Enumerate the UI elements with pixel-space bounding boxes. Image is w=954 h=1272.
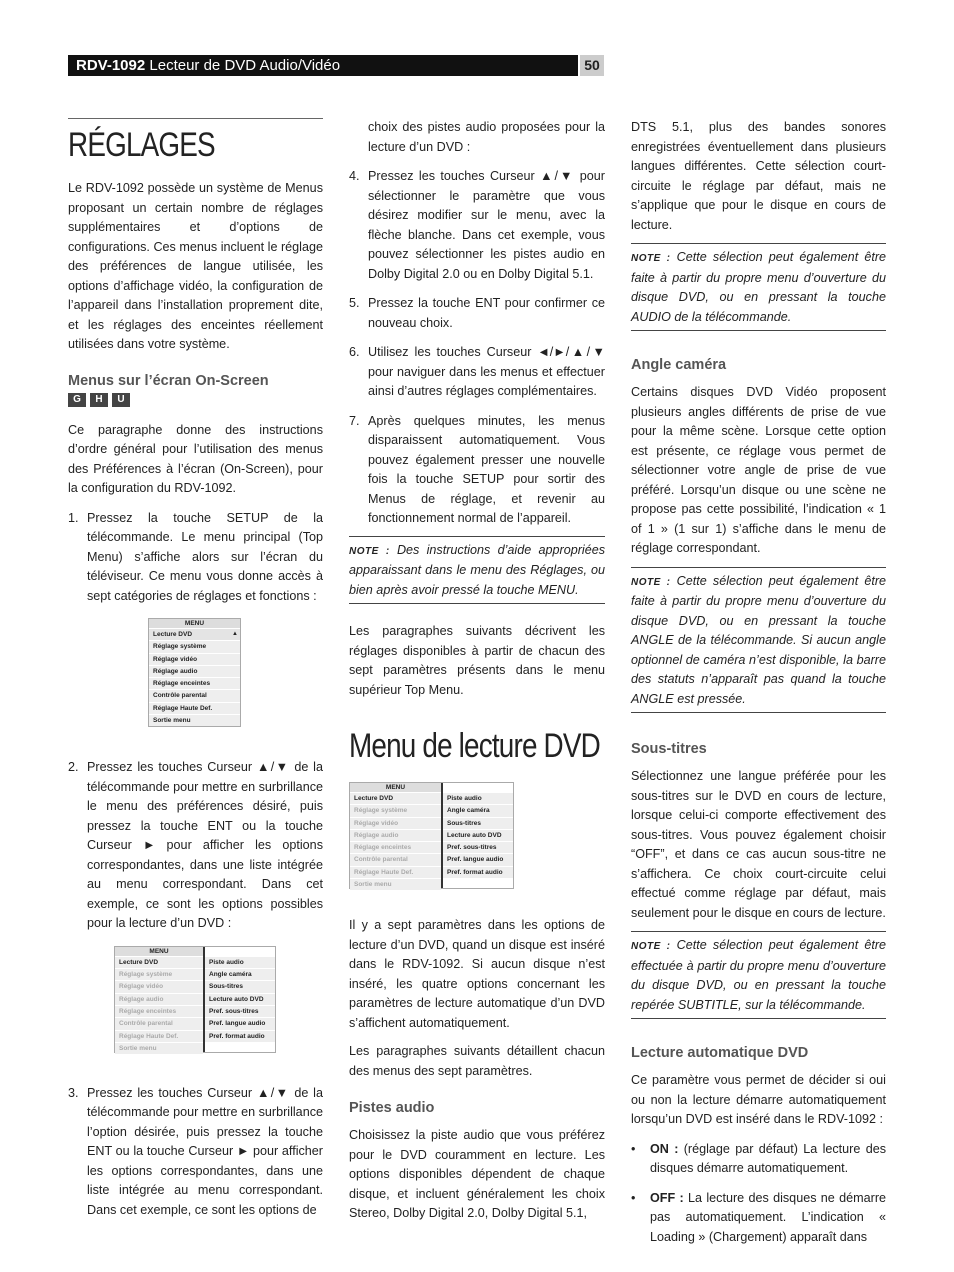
step-6: 6. Utilisez les touches Curseur ◄/►/▲/▼ pour naviguer dans les menus et effectuer ainsi d’autres réglages complémentaires.: [349, 345, 605, 398]
menu-screenshot-main: MENU Lecture DVD Réglage système Réglage vidéo Réglage audio Réglage enceintes Contrôle parental Réglage Haute Def. Sortie menu ▲: [148, 618, 241, 727]
para-top-menu: Les paragraphes suivants décrivent les réglages disponibles à partir de chacun des sept paramètres présents dans le menu supérieur Top Menu.: [349, 624, 605, 697]
column-2: [349, 118, 605, 1224]
step-7: 7. Après quelques minutes, les menus disparaissent automatiquement. Vous pouvez également presser une nouvelle fois la touche SETUP pour sortir des Menus de réglage, et revenir au fonctionnement normal de l’appareil.: [349, 413, 605, 525]
column-3: [631, 118, 886, 1247]
para-audio: Choisissez la piste audio que vous préférez pour le DVD couramment en lecture. Les options disponibles dépendent de chaque disque, et incluent généralement les choix Stereo, Dolby Digital 2.0, Dolby Digital 5.1,: [349, 1128, 605, 1220]
steps-list-2: [68, 758, 323, 934]
para-dts: DTS 5.1, plus des bandes sonores enregistrées éventuellement dans plusieurs langues différentes. Cette sélection court-circuite le réglage par défaut, mais ne s’applique que pour le disque en cours de lecture.: [631, 120, 886, 232]
note-audio: NOTE : Cette sélection peut également être faite à partir du propre menu d’ouverture du disque DVD, ou en pressant la touche AUDIO de la télécommande.: [631, 243, 886, 331]
para-angle: Certains disques DVD Vidéo proposent plusieurs angles différents de prise de vue pour la même scène. Lorsque cette option est présente, ce réglage vous permet de sélectionner votre angle de prise de vue préféré. Lorsqu’un disque ou une scène ne propose pas cette possibilité, l’indication « 1 of 1 » (1 sur 1) s’affiche dans le menu de réglage correspondant.: [631, 385, 886, 555]
intro-paragraph: Le RDV-1092 possède un système de Menus proposant un certain nombre de réglages supplémentaires et d’options de configurations. Ces menus incluent le réglage des préférences de langue utilisée, les options d’affichage vidéo, la configuration de l’appareil dans l’installation proprement dite, et les réglages des enceintes réellement utilisées dans votre système.: [68, 181, 323, 351]
section-title-dvd: Menu de lecture DVD: [349, 727, 600, 765]
step-3: 3. Pressez les touches Curseur ▲/▼ de la télécommande pour mettre en surbrillance l’option désirée, puis pressez la touche ENT ou la touche Curseur ► pour afficher les options correspondantes, dans une liste intégrée au menu correspondant. Dans cet exemple, ce sont les options de: [68, 1085, 323, 1217]
step-4: 4. Pressez les touches Curseur ▲/▼ pour sélectionner le paramètre que vous désirez modifier sur le menu, avec la flèche blanche. Dans cet exemple, vous pouvez sélectionner les pistes audio en Dolby Digital 2.0 ou en Dolby Digital 5.1.: [349, 169, 605, 281]
para-onscreen: Ce paragraphe donne des instructions d’ordre général pour l’utilisation des menus des Préférences à l’écran (On-Screen), pour la configuration du RDV-1092.: [68, 422, 323, 495]
badge-h: H: [90, 393, 108, 407]
updown-icon: ▲: [232, 631, 238, 637]
note-help: NOTE : Des instructions d’aide appropriées apparaissant dans le menu des Réglages, ou bien après avoir pressé la touche MENU.: [349, 536, 605, 605]
menu-screenshot-audio: MENU Lecture DVD Réglage système Réglage vidéo Réglage audio Réglage enceintes Contrôle parental Réglage Haute Def. Sortie menu Piste audio Angle caméra Sous-titres Lecture auto DVD Pref. sous-titres Pref. langue audio Pref. format audio: [349, 782, 514, 889]
model-name: RDV-1092: [76, 57, 146, 74]
subhead-onscreen: Menus sur l’écran On-Screen: [68, 372, 269, 389]
para-detail: Les paragraphes suivants détaillent chacun des menus des sept paramètres.: [349, 1044, 605, 1078]
page-title: RÉGLAGES: [68, 126, 215, 164]
autoplay-options: [631, 1140, 886, 1248]
badge-group: [68, 393, 323, 407]
note-angle: NOTE : Cette sélection peut également être faite à partir du propre menu d’ouverture du disque DVD, ou en pressant la touche ANGLE de la télécommande. Si aucun angle optionnel de caméra n’est disponible, la barre des statuts n’apparaît pas quand la touche ANGLE est pressée.: [631, 567, 886, 714]
note-subtitles: NOTE : Cette sélection peut également être effectuée à partir du propre menu d’ouverture du disque DVD, ou en pressant la touche repérée SUBTITLE, sur la télécommande.: [631, 931, 886, 1019]
para-seven-params: Il y a sept paramètres dans les options de lecture d’un DVD, quand un disque est inséré dans le RDV-1092. Si aucun disque n’est inséré, les quatre options concernant les paramètres de lecture automatique d’un DVD s’affichent automatiquement.: [349, 918, 605, 1030]
steps-list-1: [68, 509, 323, 607]
steps-list-3: [68, 1084, 323, 1221]
header-subtitle: Lecteur de DVD Audio/Vidéo: [149, 57, 341, 74]
step-2: 2. Pressez les touches Curseur ▲/▼ de la télécommande pour mettre en surbrillance le menu des préférences désiré, puis pressez la touche ENT ou la touche Curseur ► pour afficher les options correspondantes, dans une liste intégrée au menu correspondant. Dans cet exemple, ce sont les options possibles pour la lecture d’un DVD :: [68, 760, 323, 931]
option-on: • ON : (réglage par défaut) La lecture des disques démarre automatiquement.: [631, 1141, 886, 1175]
steps-list-4: [349, 118, 605, 529]
step-3-cont: choix des pistes audio proposées pour la lecture d’un DVD :: [368, 120, 605, 154]
subhead-subtitles: Sous-titres: [631, 741, 707, 757]
option-off: • OFF : La lecture des disques ne démarre pas automatiquement. L’indication « Loading » (Chargement) apparaît dans: [631, 1190, 887, 1244]
header-bar: [68, 55, 578, 76]
step-1: 1. Pressez la touche SETUP de la télécommande. Le menu principal (Top Menu) s’affiche alors sur l’écran du téléviseur. Ce menu vous donne accès à sept catégories de réglages et fonctions :: [68, 510, 323, 603]
para-autoplay: Ce paramètre vous permet de décider si oui ou non la lecture démarre automatiquement lorsqu’un DVD est inséré dans le RDV-1092 :: [631, 1073, 886, 1126]
subhead-angle: Angle caméra: [631, 357, 727, 373]
badge-g: G: [68, 393, 86, 407]
menu-screenshot-dvd: MENU Lecture DVD Réglage système Réglage vidéo Réglage audio Réglage enceintes Contrôle parental Réglage Haute Def. Sortie menu Piste audio Angle caméra Sous-titres Lecture auto DVD Pref. sous-titres Pref. langue audio Pref. format audio: [114, 946, 276, 1053]
column-1: [68, 118, 323, 1220]
para-subtitles: Sélectionnez une langue préférée pour les sous-titres sur le DVD en cours de lecture, lorsque celui-ci comporte effectivement des sous-titres. Vous pouvez également choisir “OFF”, et dans ce cas aucun sous-titre ne s’affichera. Ce choix court-circuite celui effectué comme réglage par défaut, mais seulement pour le disque en cours de lecture.: [631, 769, 886, 920]
badge-u: U: [112, 393, 130, 407]
subhead-autoplay: Lecture automatique DVD: [631, 1045, 809, 1061]
page-number: 50: [580, 55, 604, 76]
subhead-audio: Pistes audio: [349, 1100, 435, 1116]
step-5: 5. Pressez la touche ENT pour confirmer ce nouveau choix.: [349, 296, 605, 330]
